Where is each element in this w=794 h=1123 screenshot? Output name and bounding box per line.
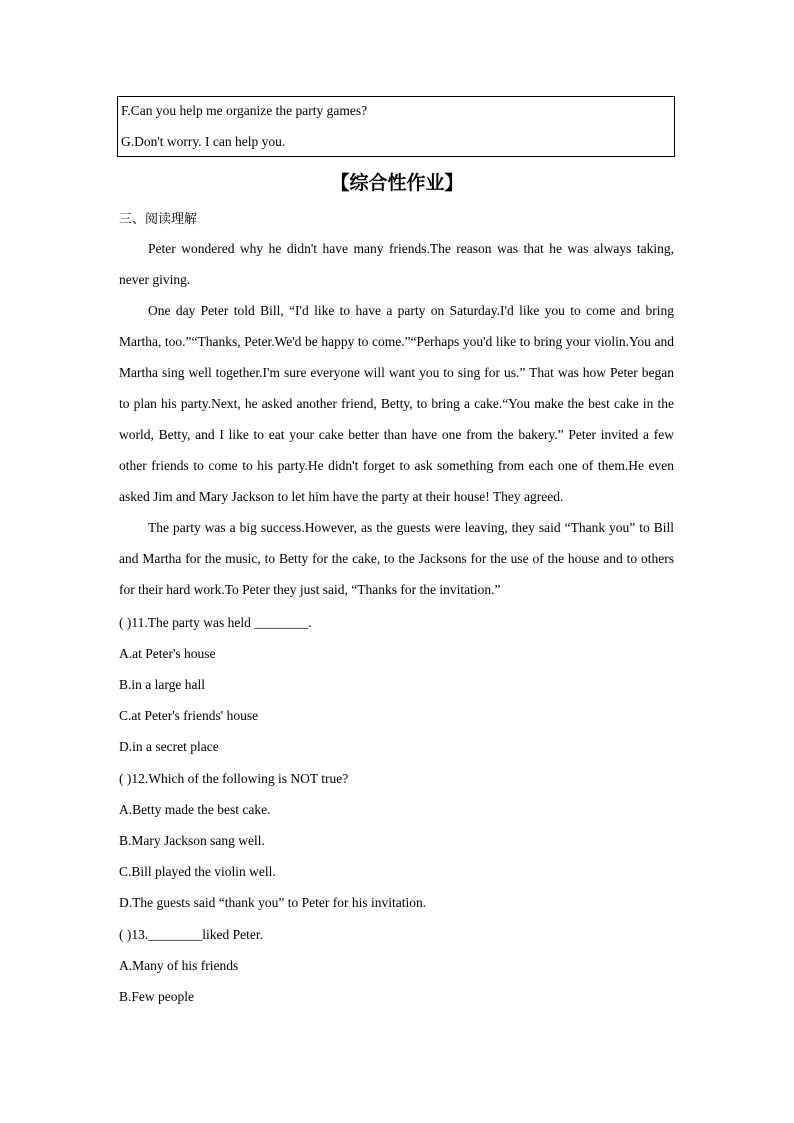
question-11-stem: ( )11.The party was held ________.: [119, 615, 312, 630]
question-12-option-c: C.Bill played the violin well.: [119, 864, 276, 879]
question-11-option-b: B.in a large hall: [119, 677, 205, 692]
question-12-stem: ( )12.Which of the following is NOT true?: [119, 771, 349, 786]
option-f: F.Can you help me organize the party games?: [121, 103, 368, 118]
passage-paragraph-1: Peter wondered why he didn't have many friends.The reason was that he was always taking, never giving.: [119, 241, 674, 287]
question-13-stem: ( )13.________liked Peter.: [119, 927, 263, 942]
passage-paragraph-2: One day Peter told Bill, “I'd like to have a party on Saturday.I'd like you to come and bring Martha, too.”“Thanks, Peter.We'd be happy to come.”“Perhaps you'd like to bring your violin.You and Martha sing well together.I'm sure everyone will want you to sing for us.” That was how Peter began to plan his party.Next, he asked another friend, Betty, to bring a cake.“You make the best cake in the world, Betty, and I like to eat your cake better than have one from the bakery.” Peter invited a few other friends to come to his party.He didn't forget to ask something from each one of them.He even asked Jim and Mary Jackson to let him have the party at their house! They agreed.: [119, 303, 674, 504]
question-12-option-b: B.Mary Jackson sang well.: [119, 833, 265, 848]
question-11-option-a: A.at Peter's house: [119, 646, 216, 661]
question-12-option-a: A.Betty made the best cake.: [119, 802, 271, 817]
question-13-option-a: A.Many of his friends: [119, 958, 239, 973]
question-12-option-d: D.The guests said “thank you” to Peter for his invitation.: [119, 895, 427, 910]
section-title: 三、阅读理解: [119, 212, 198, 227]
passage-paragraph-3: The party was a big success.However, as the guests were leaving, they said “Thank you” to Bill and Martha for the music, to Betty for the cake, to the Jacksons for the use of the house and to others for their hard work.To Peter they just said, “Thanks for the invitation.”: [119, 520, 674, 597]
question-11-option-d: D.in a secret place: [119, 739, 219, 754]
homework-heading: 【综合性作业】: [330, 172, 464, 194]
option-g: G.Don't worry. I can help you.: [121, 134, 286, 149]
reading-passage: [119, 233, 674, 605]
options-box: [117, 96, 675, 157]
question-11-option-c: C.at Peter's friends' house: [119, 708, 259, 723]
question-13-option-b: B.Few people: [119, 989, 194, 1004]
